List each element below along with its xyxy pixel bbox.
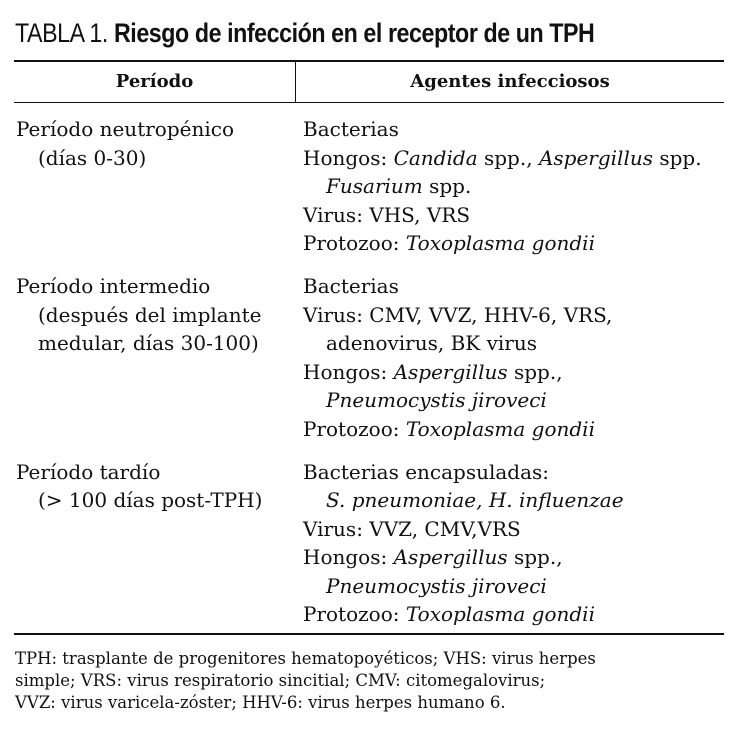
row1-agent-virus: Virus: VHS, VRS [303,203,471,227]
header-rule [14,102,724,103]
row2-agent-fungi: Hongos: Aspergillus spp., [303,360,563,384]
row2-period: Período intermedio [16,274,211,298]
table-title [15,18,594,49]
footnote [15,648,727,714]
bottom-rule [14,633,724,635]
row1-agent-bacteria: Bacterias [303,117,399,141]
header-agents: Agentes infecciosos [410,71,610,92]
row2-agent-virus: Virus: CMV, VVZ, HHV-6, VRS, [303,303,613,327]
row1-agent-protozoa: Protozoo: Toxoplasma gondii [303,231,595,255]
footnote-line: VVZ: virus varicela-zóster; HHV-6: virus herpes humano 6. [15,693,506,712]
row2-period-desc2: medular, días 30-100) [38,331,259,355]
row1-agent-fungi: Hongos: Candida spp., Aspergillus spp. [303,146,702,170]
row2-agent-virus-cont: adenovirus, BK virus [326,331,537,355]
row3-period: Período tardío [16,460,161,484]
row2-agent-fungi-cont: Pneumocystis jiroveci [326,388,547,412]
table-label: TABLA 1. [15,18,108,48]
row3-agent-fungi: Hongos: Aspergillus spp., [303,545,563,569]
table-caption: Riesgo de infección en el receptor de un TPH [113,18,595,48]
row3-period-range: (> 100 días post-TPH) [38,488,263,512]
row3-agent-bacteria-cont: S. pneumoniae, H. influenzae [326,488,624,512]
row1-agent-fungi-cont: Fusarium spp. [326,174,472,198]
row3-agent-bacteria: Bacterias encapsuladas: [303,460,550,484]
header-period: Período [115,71,194,92]
row3-agent-protozoa: Protozoo: Toxoplasma gondii [303,602,595,626]
row1-period: Período neutropénico [16,117,234,141]
row3-agent-fungi-cont: Pneumocystis jiroveci [326,574,547,598]
footnote-line: simple; VRS: virus respiratorio sincitial; CMV: citomegalovirus; [15,671,546,690]
row2-period-desc1: (después del implante [38,303,262,327]
footnote-line: TPH: trasplante de progenitores hematopoyéticos; VHS: virus herpes [15,649,596,668]
row2-agent-protozoa: Protozoo: Toxoplasma gondii [303,417,595,441]
row3-agent-virus: Virus: VVZ, CMV,VRS [303,517,521,541]
row1-period-range: (días 0-30) [38,146,147,170]
row2-agent-bacteria: Bacterias [303,274,399,298]
